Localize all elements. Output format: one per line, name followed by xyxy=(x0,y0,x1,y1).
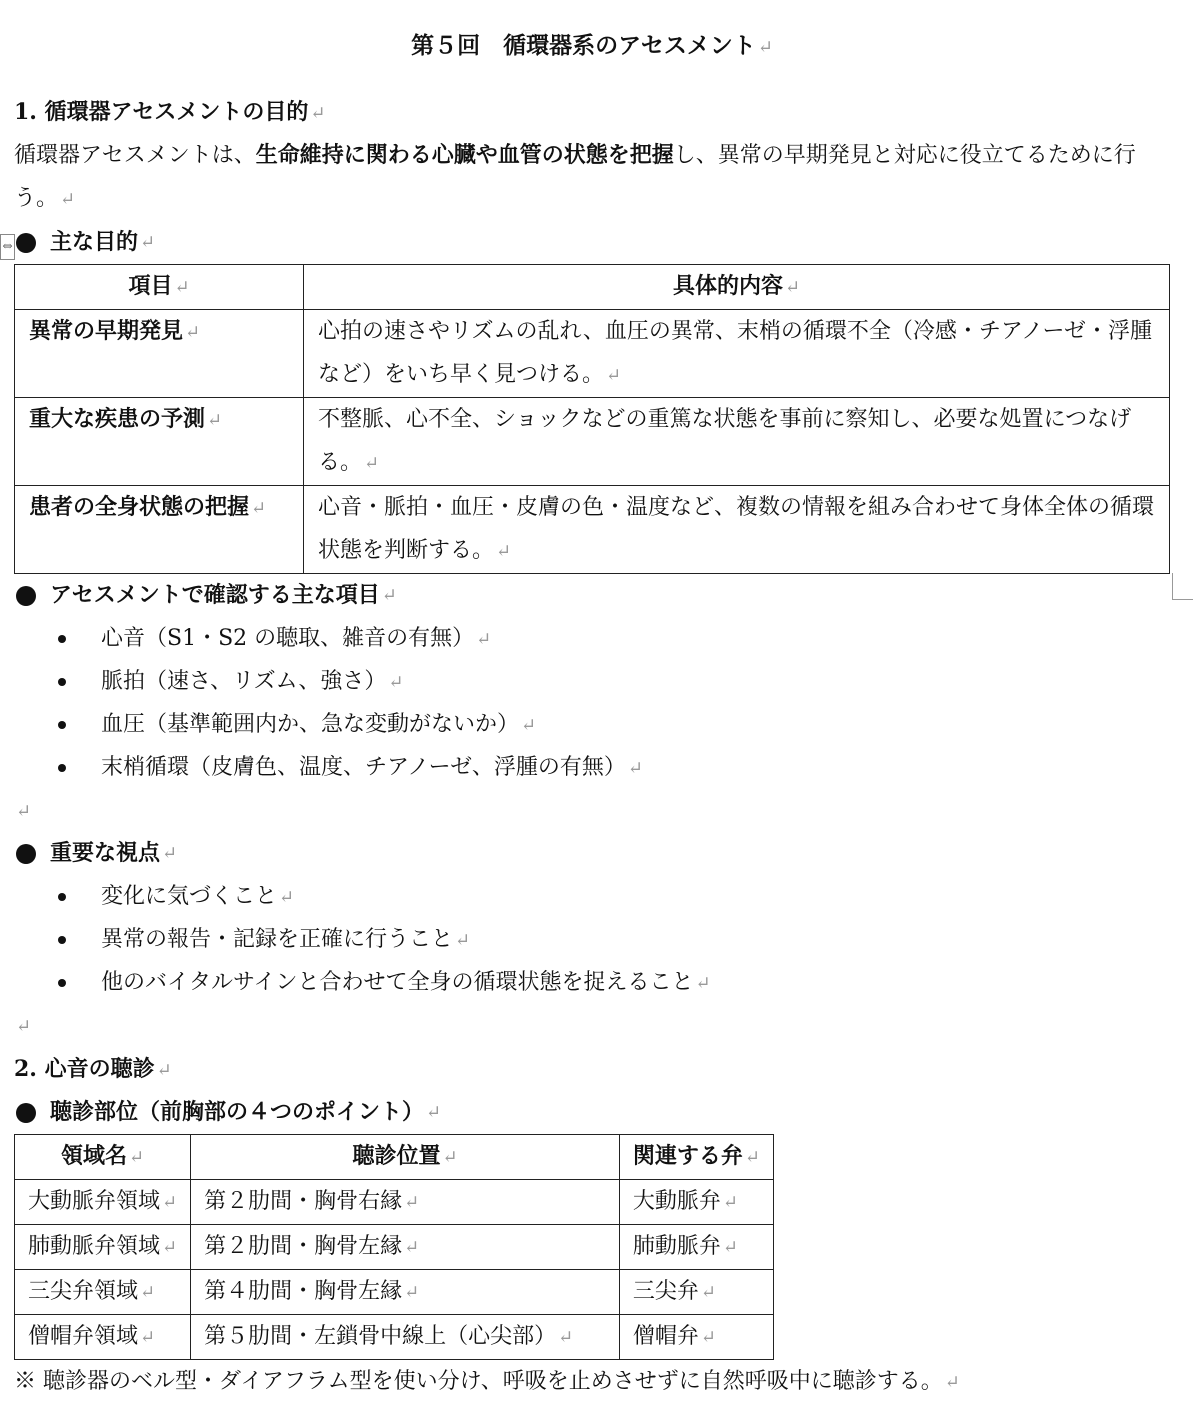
auscultation-table xyxy=(14,1134,774,1360)
list-item: 心音（S1・S2 の聴取、雑音の有無） ↵ xyxy=(14,617,1170,660)
list-item: 末梢循環（皮膚色、温度、チアノーゼ、浮腫の有無） ↵ xyxy=(14,746,1170,789)
table-row xyxy=(15,486,1170,574)
table-cell-item: 患者の全身状態の把握 ↵ xyxy=(15,486,304,574)
table-cell-valve: 肺動脈弁 ↵ xyxy=(619,1225,773,1270)
table-cell-position: 第２肋間・胸骨右縁 ↵ xyxy=(191,1180,620,1225)
bullet-dot-icon xyxy=(16,586,36,606)
table-row xyxy=(15,1180,774,1225)
table-cell-valve: 大動脈弁 ↵ xyxy=(619,1180,773,1225)
list-item: 血圧（基準範囲内か、急な変動がないか） ↵ xyxy=(14,703,1170,746)
table-move-handle[interactable]: ⇔ xyxy=(0,234,15,260)
auscultation-note: ※ 聴診器のベル型・ダイアフラム型を使い分け、呼吸を止めさせずに自然呼吸中に聴診する。 ↵ xyxy=(14,1369,960,1394)
list-item: 異常の報告・記録を正確に行うこと ↵ xyxy=(14,918,1170,961)
section1-intro: 循環器アセスメントは、生命維持に関わる心臓や血管の状態を把握し、異常の早期発見と対応に役立てるために行う。 ↵ xyxy=(14,142,1136,211)
viewpoints-list xyxy=(14,875,1170,1004)
section2-heading: 2. 心音の聴診 ↵ xyxy=(14,1056,172,1082)
table-header-cell: 項目 ↵ xyxy=(15,265,304,310)
table-header-cell: 聴診位置 ↵ xyxy=(191,1135,620,1180)
document-page xyxy=(14,24,1170,1404)
table-cell-position: 第２肋間・胸骨左縁 ↵ xyxy=(191,1225,620,1270)
table-row xyxy=(15,1315,774,1360)
table-cell-content: 心音・脈拍・血圧・皮膚の色・温度など、複数の情報を組み合わせて身体全体の循環状態を判断する。 ↵ xyxy=(304,486,1170,574)
table-row xyxy=(15,398,1170,486)
table-row xyxy=(15,1270,774,1315)
table-cell-content: 不整脈、心不全、ショックなどの重篤な状態を事前に察知し、必要な処置につなげる。 ↵ xyxy=(304,398,1170,486)
bullet-dot-icon xyxy=(16,1103,36,1123)
table-header-row xyxy=(15,265,1170,310)
table-cell-area: 僧帽弁領域 ↵ xyxy=(15,1315,191,1360)
check-items-heading: アセスメントで確認する主な項目 ↵ xyxy=(14,574,1170,617)
table-cell-content: 心拍の速さやリズムの乱れ、血圧の異常、末梢の循環不全（冷感・チアノーゼ・浮腫など）をいち早く見つける。 ↵ xyxy=(304,310,1170,398)
table-cell-area: 肺動脈弁領域 ↵ xyxy=(15,1225,191,1270)
table-cell-item: 重大な疾患の予測 ↵ xyxy=(15,398,304,486)
bullet-dot-icon xyxy=(16,844,36,864)
list-item: 変化に気づくこと ↵ xyxy=(14,875,1170,918)
table-row xyxy=(15,1225,774,1270)
table-cell-valve: 三尖弁 ↵ xyxy=(619,1270,773,1315)
table-cell-item: 異常の早期発見 ↵ xyxy=(15,310,304,398)
check-items-list xyxy=(14,617,1170,789)
bullet-dot-icon xyxy=(16,233,36,253)
purpose-heading: 主な目的 ↵ xyxy=(14,221,1170,264)
empty-paragraph: ↵ xyxy=(16,1016,32,1037)
table-cell-position: 第５肋間・左鎖骨中線上（心尖部） ↵ xyxy=(191,1315,620,1360)
table-row xyxy=(15,310,1170,398)
auscultation-sites-heading: 聴診部位（前胸部の４つのポイント） ↵ xyxy=(14,1091,1170,1134)
table-header-row xyxy=(15,1135,774,1180)
table-resize-handle[interactable] xyxy=(1172,573,1193,600)
empty-paragraph: ↵ xyxy=(16,801,32,822)
list-item: 脈拍（速さ、リズム、強さ） ↵ xyxy=(14,660,1170,703)
table-header-cell: 領域名 ↵ xyxy=(15,1135,191,1180)
section1-heading: 1. 循環器アセスメントの目的 ↵ xyxy=(14,99,326,125)
table-cell-position: 第４肋間・胸骨左縁 ↵ xyxy=(191,1270,620,1315)
list-item: 他のバイタルサインと合わせて全身の循環状態を捉えること ↵ xyxy=(14,961,1170,1004)
table-header-cell: 関連する弁 ↵ xyxy=(619,1135,773,1180)
page-title: 第５回 循環器系のアセスメント ↵ xyxy=(411,32,773,59)
table-cell-valve: 僧帽弁 ↵ xyxy=(619,1315,773,1360)
viewpoints-heading: 重要な視点 ↵ xyxy=(14,832,1170,875)
table-cell-area: 三尖弁領域 ↵ xyxy=(15,1270,191,1315)
table-cell-area: 大動脈弁領域 ↵ xyxy=(15,1180,191,1225)
purpose-table xyxy=(14,264,1170,574)
table-header-cell: 具体的内容 ↵ xyxy=(304,265,1170,310)
